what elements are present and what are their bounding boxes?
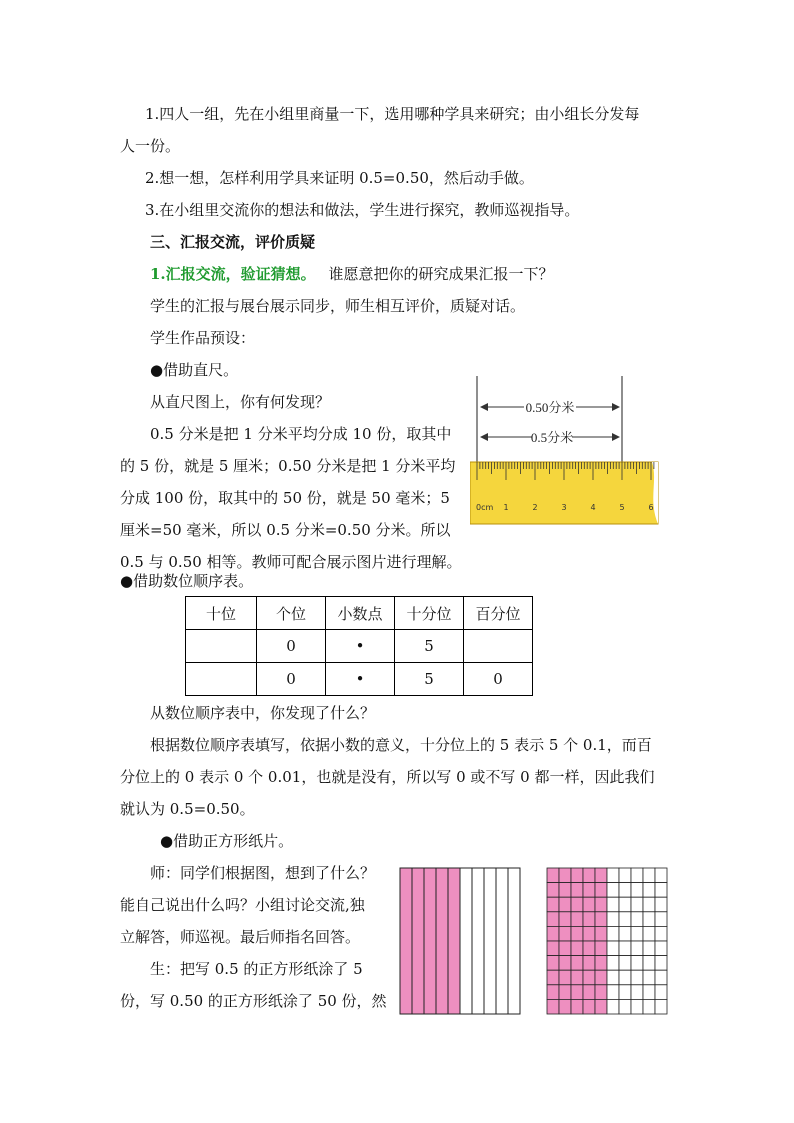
blank-cell	[655, 897, 667, 912]
blank-column	[496, 868, 508, 1014]
step-1-line-1: 1.四人一组，先在小组里商量一下，选用哪种学具来研究；由小组长分发每	[145, 105, 640, 123]
header-tenths: 十分位	[395, 597, 464, 630]
ruler-number: 1	[503, 503, 509, 512]
ruler-number: 2	[532, 503, 538, 512]
report-title: 1.汇报交流，验证猜想。	[150, 265, 316, 283]
blank-cell	[631, 970, 643, 985]
blank-cell	[619, 926, 631, 941]
shaded-cell	[571, 926, 583, 941]
place-value-bullet: ●借助数位顺序表。	[120, 572, 254, 590]
blank-cell	[631, 883, 643, 898]
arrow-05-left-head	[480, 433, 488, 441]
blank-cell	[607, 956, 619, 971]
ruler-number: 5	[619, 503, 625, 512]
explanation-line-2: 分位上的 0 表示 0 个 0.01，也就是没有，所以写 0 或不写 0 都一样，因此我们	[120, 768, 655, 786]
cell	[186, 663, 257, 696]
arrow-050-right-head	[612, 403, 620, 411]
blank-cell	[607, 883, 619, 898]
blank-cell	[643, 912, 655, 927]
cell	[464, 630, 533, 663]
blank-cell	[619, 912, 631, 927]
blank-cell	[655, 970, 667, 985]
square-text-line-5: 份，写 0.50 的正方形纸涂了 50 份，然	[120, 992, 387, 1010]
report-line	[150, 263, 553, 285]
ruler-text-line-3: 分成 100 份，取其中的 50 份，就是 50 毫米；5	[120, 489, 450, 507]
header-ones: 个位	[257, 597, 326, 630]
ruler-figure	[470, 376, 660, 526]
blank-cell	[643, 956, 655, 971]
shaded-cell	[571, 999, 583, 1014]
ruler-text-line-2: 的 5 份，就是 5 厘米；0.50 分米是把 1 分米平均	[120, 457, 456, 475]
blank-cell	[643, 883, 655, 898]
blank-column	[508, 868, 520, 1014]
shaded-cell	[547, 970, 559, 985]
blank-cell	[643, 970, 655, 985]
hundredths-grid	[545, 866, 669, 1016]
blank-cell	[631, 985, 643, 1000]
blank-cell	[655, 999, 667, 1014]
label-05: 0.5分米	[530, 430, 574, 445]
shaded-cell	[547, 883, 559, 898]
report-question: 谁愿意把你的研究成果汇报一下？	[328, 265, 554, 283]
shaded-cell	[595, 897, 607, 912]
shaded-cell	[559, 868, 571, 883]
blank-cell	[619, 883, 631, 898]
square-text-line-3: 立解答，师巡视。最后师指名回答。	[120, 928, 361, 946]
arrow-05-right-head	[612, 433, 620, 441]
para-sync: 学生的汇报与展台展示同步，师生相互评价，质疑对话。	[150, 297, 526, 315]
shaded-cell	[547, 912, 559, 927]
shaded-cell	[583, 926, 595, 941]
shaded-cell	[571, 941, 583, 956]
shaded-cell	[595, 970, 607, 985]
blank-cell	[607, 941, 619, 956]
shaded-cell	[571, 912, 583, 927]
ruler-number: 3	[561, 503, 567, 512]
ruler-number: 6	[648, 503, 654, 512]
shaded-cell	[583, 941, 595, 956]
shaded-cell	[559, 970, 571, 985]
shaded-cell	[583, 999, 595, 1014]
shaded-cell	[559, 897, 571, 912]
shaded-column	[448, 868, 460, 1014]
shaded-cell	[559, 941, 571, 956]
shaded-column	[436, 868, 448, 1014]
blank-cell	[631, 868, 643, 883]
blank-cell	[619, 868, 631, 883]
step-2: 2.想一想，怎样利用学具来证明 0.5=0.50，然后动手做。	[145, 169, 534, 187]
shaded-cell	[595, 941, 607, 956]
shaded-cell	[547, 985, 559, 1000]
shaded-cell	[559, 912, 571, 927]
shaded-cell	[547, 868, 559, 883]
blank-cell	[643, 868, 655, 883]
cell: 0	[257, 663, 326, 696]
blank-cell	[655, 868, 667, 883]
square-text-line-4: 生：把写 0.5 的正方形纸涂了 5	[150, 960, 363, 978]
shaded-cell	[583, 897, 595, 912]
blank-cell	[619, 956, 631, 971]
place-value-header-row	[186, 597, 533, 630]
blank-cell	[607, 926, 619, 941]
explanation-line-1: 根据数位顺序表填写，依据小数的意义，十分位上的 5 表示 5 个 0.1，而百	[150, 736, 652, 754]
shaded-cell	[583, 970, 595, 985]
step-3: 3.在小组里交流你的想法和做法，学生进行探究，教师巡视指导。	[145, 201, 580, 219]
table-row	[186, 630, 533, 663]
shaded-cell	[547, 999, 559, 1014]
blank-cell	[631, 941, 643, 956]
blank-cell	[655, 926, 667, 941]
ruler-text-line-5: 0.5 与 0.50 相等。教师可配合展示图片进行理解。	[120, 553, 462, 571]
step-1-line-2: 人一份。	[120, 137, 181, 155]
blank-cell	[619, 897, 631, 912]
shaded-cell	[571, 956, 583, 971]
blank-cell	[607, 912, 619, 927]
blank-cell	[607, 999, 619, 1014]
cell: 0	[257, 630, 326, 663]
shaded-cell	[571, 883, 583, 898]
shaded-cell	[583, 912, 595, 927]
cell: 5	[395, 663, 464, 696]
shaded-cell	[583, 868, 595, 883]
cell: 0	[464, 663, 533, 696]
blank-cell	[631, 999, 643, 1014]
shaded-cell	[547, 897, 559, 912]
blank-cell	[631, 912, 643, 927]
blank-cell	[655, 956, 667, 971]
ruler-text-line-4: 厘米=50 毫米，所以 0.5 分米=0.50 分米。所以	[120, 521, 451, 539]
blank-cell	[631, 897, 643, 912]
blank-cell	[619, 985, 631, 1000]
shaded-cell	[571, 897, 583, 912]
shaded-column	[424, 868, 436, 1014]
shaded-cell	[559, 999, 571, 1014]
place-value-table	[185, 596, 533, 696]
cell	[186, 630, 257, 663]
ruler-bullet: ●借助直尺。	[150, 361, 239, 379]
shaded-cell	[559, 985, 571, 1000]
table-row	[186, 663, 533, 696]
shaded-cell	[595, 912, 607, 927]
shaded-cell	[583, 985, 595, 1000]
shaded-column	[400, 868, 412, 1014]
shaded-cell	[595, 985, 607, 1000]
place-value-question: 从数位顺序表中，你发现了什么？	[150, 704, 376, 722]
shaded-cell	[547, 941, 559, 956]
blank-cell	[643, 926, 655, 941]
shaded-cell	[559, 883, 571, 898]
shaded-cell	[571, 868, 583, 883]
blank-cell	[643, 999, 655, 1014]
blank-cell	[631, 926, 643, 941]
blank-column	[484, 868, 496, 1014]
blank-column	[460, 868, 472, 1014]
arrow-050-left-head	[480, 403, 488, 411]
ruler-unit: 0cm	[476, 503, 494, 512]
tenths-grid	[398, 866, 522, 1016]
cell: •	[326, 663, 395, 696]
blank-cell	[619, 970, 631, 985]
shaded-cell	[583, 956, 595, 971]
blank-cell	[607, 868, 619, 883]
shaded-cell	[595, 868, 607, 883]
shaded-cell	[571, 970, 583, 985]
para-preset: 学生作品预设：	[150, 329, 256, 347]
section-3-heading: 三、汇报交流，评价质疑	[150, 233, 316, 251]
blank-cell	[655, 941, 667, 956]
shaded-cell	[595, 999, 607, 1014]
shaded-cell	[595, 926, 607, 941]
shaded-cell	[559, 956, 571, 971]
ruler-number: 4	[590, 503, 596, 512]
explanation-line-3: 就认为 0.5=0.50。	[120, 800, 255, 818]
ruler-question: 从直尺图上，你有何发现？	[150, 393, 331, 411]
shaded-cell	[595, 956, 607, 971]
blank-cell	[655, 883, 667, 898]
square-text-line-2: 能自己说出什么吗？小组讨论交流,独	[120, 896, 365, 914]
cell: •	[326, 630, 395, 663]
blank-cell	[631, 956, 643, 971]
header-decimal-point: 小数点	[326, 597, 395, 630]
square-bullet: ●借助正方形纸片。	[160, 832, 294, 850]
shaded-cell	[547, 956, 559, 971]
shaded-cell	[547, 926, 559, 941]
blank-cell	[655, 912, 667, 927]
cell: 5	[395, 630, 464, 663]
square-text-line-1: 师：同学们根据图，想到了什么？	[150, 864, 376, 882]
header-hundredths: 百分位	[464, 597, 533, 630]
label-050: 0.50分米	[525, 400, 575, 415]
blank-cell	[643, 985, 655, 1000]
shaded-column	[412, 868, 424, 1014]
shaded-cell	[595, 883, 607, 898]
shaded-cell	[571, 985, 583, 1000]
blank-column	[472, 868, 484, 1014]
shaded-cell	[559, 926, 571, 941]
blank-cell	[607, 970, 619, 985]
header-tens: 十位	[186, 597, 257, 630]
blank-cell	[607, 897, 619, 912]
shaded-cell	[583, 883, 595, 898]
blank-cell	[643, 897, 655, 912]
blank-cell	[643, 941, 655, 956]
blank-cell	[619, 999, 631, 1014]
blank-cell	[655, 985, 667, 1000]
blank-cell	[607, 985, 619, 1000]
ruler-text-line-1: 0.5 分米是把 1 分米平均分成 10 份，取其中	[150, 425, 452, 443]
blank-cell	[619, 941, 631, 956]
